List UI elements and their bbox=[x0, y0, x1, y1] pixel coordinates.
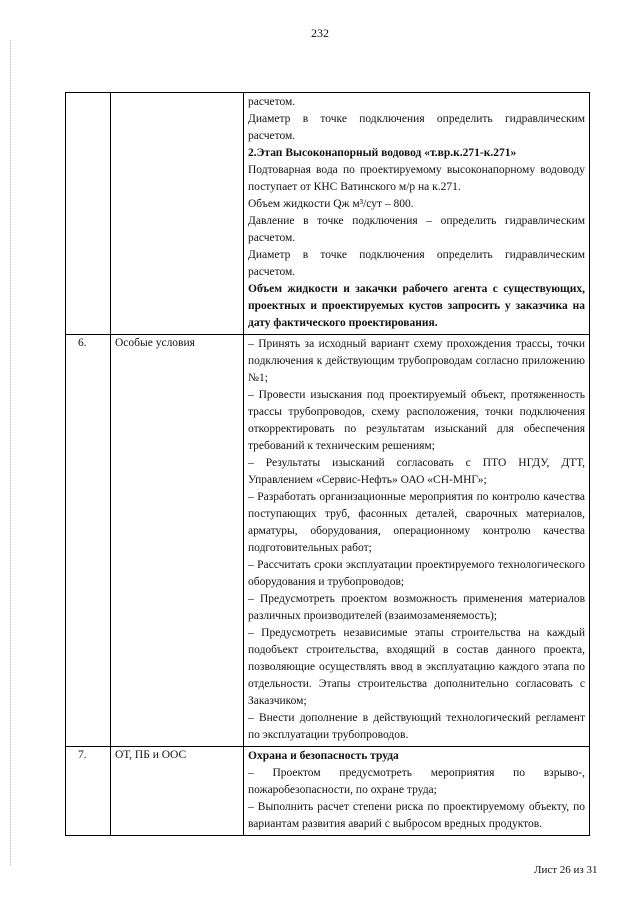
row-number-cell bbox=[66, 93, 111, 335]
table-row bbox=[66, 93, 590, 335]
paragraph: – Принять за исходный вариант схему прохождения трассы, точки подключения к действующим трубопроводам согласно приложению №1; bbox=[248, 338, 585, 384]
sheet-counter: Лист 26 из 31 bbox=[534, 864, 598, 876]
paragraph: – Предусмотреть проектом возможность применения материалов различных производителей (взаимозаменяемость); bbox=[248, 593, 585, 622]
paragraph: – Внести дополнение в действующий технологический регламент по эксплуатации трубопроводов. bbox=[248, 712, 585, 741]
table-row bbox=[66, 747, 590, 836]
row-content-cell bbox=[244, 335, 590, 747]
requirements-table bbox=[65, 92, 590, 836]
table-row bbox=[66, 335, 590, 747]
paragraph: Объем жидкости Qж м³/сут – 800. bbox=[248, 198, 414, 210]
paragraph: – Провести изыскания под проектируемый объект, протяженность трассы трубопроводов, схему расположения, точки подключения откорректировать по результатам изысканий для обеспечения требований к техническим решениям; bbox=[248, 389, 585, 452]
paragraph: – Проектом предусмотреть мероприятия по взрыво-, пожаробезопасности, по охране труда; bbox=[248, 767, 585, 796]
paragraph: – Предусмотреть независимые этапы строительства на каждый подобъект строительства, входящий в состав данного проекта, позволяющие осуществлять ввод в эксплуатацию каждого этапа по отдельности. Этапы строительства дополнительно согласовать с Заказчиком; bbox=[248, 627, 585, 707]
paragraph: Подтоварная вода по проектируемому высоконапорному водоводу поступает от КНС Ватинского м/р на к.271. bbox=[248, 164, 585, 193]
row-content-cell bbox=[244, 93, 590, 335]
scan-edge bbox=[10, 40, 11, 865]
paragraph: Диаметр в точке подключения определить гидравлическим расчетом. bbox=[248, 113, 585, 142]
section-heading: 2.Этап Высоконапорный водовод «т.вр.к.271-к.271» bbox=[248, 147, 517, 159]
row-number-cell: 7. bbox=[66, 747, 111, 836]
row-name-cell: Особые условия bbox=[111, 335, 244, 747]
page-number: 232 bbox=[311, 26, 329, 40]
paragraph: расчетом. bbox=[248, 96, 296, 108]
section-heading: Объем жидкости и закачки рабочего агента с существующих, проектных и проектируемых кустов запросить у заказчика на дату фактического проектирования. bbox=[248, 283, 585, 329]
section-heading: Охрана и безопасность труда bbox=[248, 750, 399, 762]
row-content-cell bbox=[244, 747, 590, 836]
paragraph: – Выполнить расчет степени риска по проектируемому объекту, по вариантам развития аварий с выбросом вредных продуктов. bbox=[248, 801, 585, 830]
paragraph: Диаметр в точке подключения определить гидравлическим расчетом. bbox=[248, 249, 585, 278]
row-name-cell bbox=[111, 93, 244, 335]
row-name-cell: ОТ, ПБ и ООС bbox=[111, 747, 244, 836]
paragraph: – Рассчитать сроки эксплуатации проектируемого технологического оборудования и трубопроводов; bbox=[248, 559, 585, 588]
row-number-cell: 6. bbox=[66, 335, 111, 747]
paragraph: – Результаты изысканий согласовать с ПТО НГДУ, ДТТ, Управлением «Сервис-Нефть» ОАО «СН-МНГ»; bbox=[248, 457, 585, 486]
paragraph: Давление в точке подключения – определить гидравлическим расчетом. bbox=[248, 215, 585, 244]
paragraph: – Разработать организационные мероприятия по контролю качества поступающих труб, фасонных деталей, сварочных материалов, арматуры, оборудования, операционному контролю качества подготовительных работ; bbox=[248, 491, 585, 554]
